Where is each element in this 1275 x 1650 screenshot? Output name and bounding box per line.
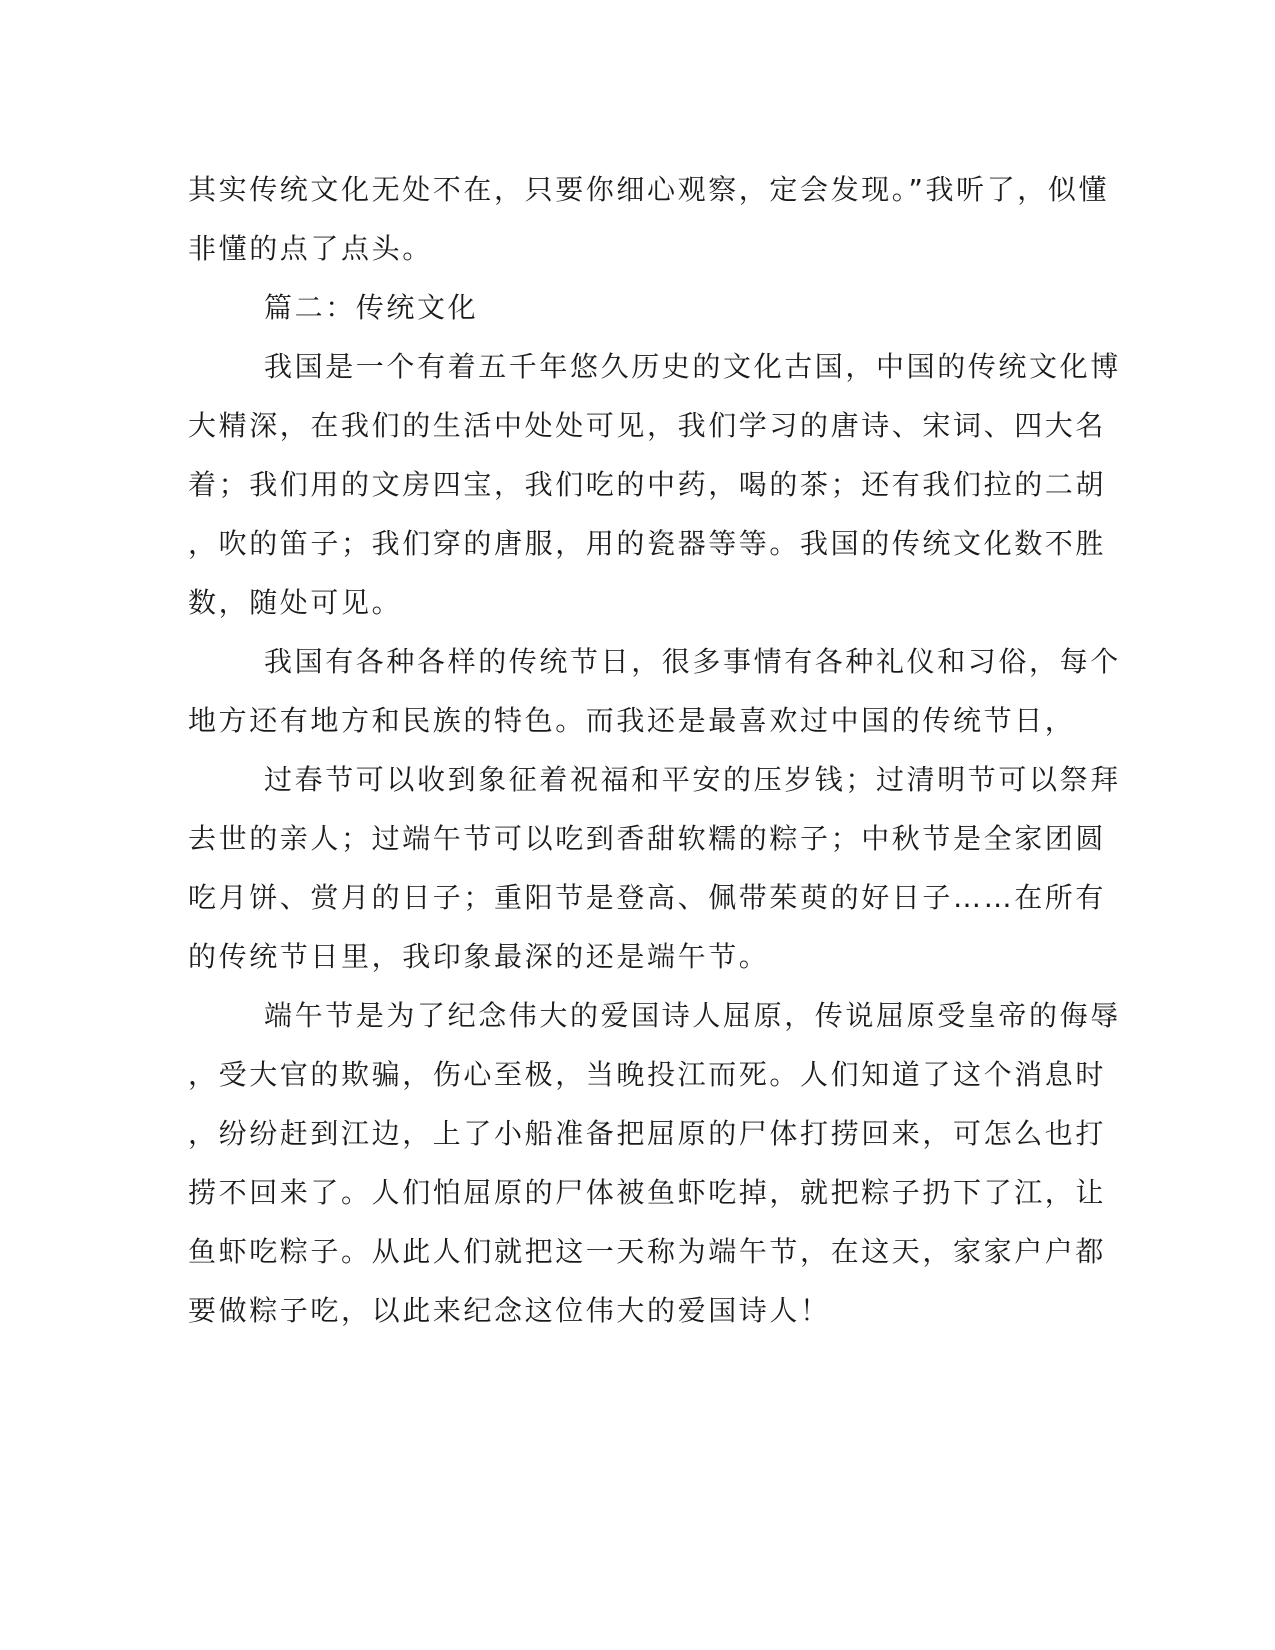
text-line: 过春节可以收到象征着祝福和平安的压岁钱；过清明节可以祭拜 (264, 763, 1121, 796)
text-line: 端午节是为了纪念伟大的爱国诗人屈原，传说屈原受皇帝的侮辱 (264, 999, 1121, 1032)
text-line: 去世的亲人；过端午节可以吃到香甜软糯的粽子；中秋节是全家团圆 (188, 822, 1107, 855)
text-line: ，受大官的欺骗，伤心至极，当晚投江而死。人们知道了这个消息时 (188, 1058, 1107, 1091)
document-body (188, 160, 1121, 1340)
text-line: 大精深，在我们的生活中处处可见，我们学习的唐诗、宋词、四大名 (188, 409, 1107, 442)
text-line: 地方还有地方和民族的特色。而我还是最喜欢过中国的传统节日， (188, 704, 1076, 737)
text-line: 数，随处可见。 (188, 586, 403, 619)
text-line: 捞不回来了。人们怕屈原的尸体被鱼虾吃掉，就把粽子扔下了江，让 (188, 1176, 1107, 1209)
section-heading: 篇二：传统文化 (264, 291, 479, 324)
text-line: 其实传统文化无处不在，只要你细心观察，定会发现。”我听了，似懂 (188, 173, 1110, 206)
text-line: ，纷纷赶到江边，上了小船准备把屈原的尸体打捞回来，可怎么也打 (188, 1117, 1107, 1150)
text-line: 着；我们用的文房四宝，我们吃的中药，喝的茶；还有我们拉的二胡 (188, 468, 1107, 501)
text-line: ，吹的笛子；我们穿的唐服，用的瓷器等等。我国的传统文化数不胜 (188, 527, 1107, 560)
text-line: 的传统节日里，我印象最深的还是端午节。 (188, 940, 770, 973)
text-line: 要做粽子吃，以此来纪念这位伟大的爱国诗人！ (188, 1294, 831, 1327)
text-line: 吃月饼、赏月的日子；重阳节是登高、佩带茱萸的好日子……在所有 (188, 881, 1107, 914)
text-line: 鱼虾吃粽子。从此人们就把这一天称为端午节，在这天，家家户户都 (188, 1235, 1107, 1268)
text-line: 我国是一个有着五千年悠久历史的文化古国，中国的传统文化博 (264, 350, 1121, 383)
text-line: 非懂的点了点头。 (188, 232, 433, 265)
text-line: 我国有各种各样的传统节日，很多事情有各种礼仪和习俗，每个 (264, 645, 1121, 678)
